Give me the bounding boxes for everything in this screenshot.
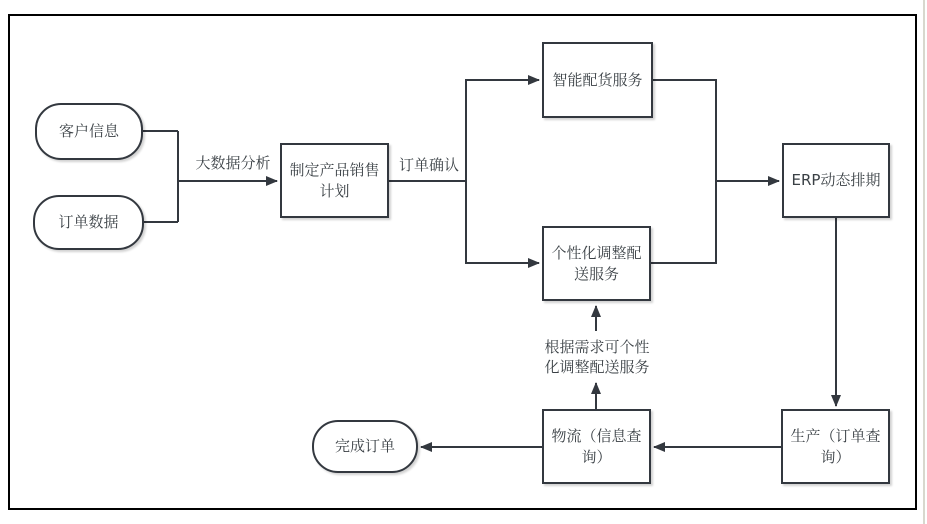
node-erp-scheduling: ERP动态排期 (782, 143, 890, 218)
node-complete-order: 完成订单 (312, 420, 418, 473)
node-order-data: 订单数据 (33, 195, 144, 250)
node-personalized-delivery: 个性化调整配送服务 (542, 226, 651, 301)
edge-label-order-confirmation: 订单确认 (398, 156, 459, 174)
node-sales-plan: 制定产品销售计划 (280, 143, 389, 218)
edge-split-personalized (466, 181, 539, 263)
edge-split-smart (466, 80, 539, 181)
node-customer-info: 客户信息 (35, 103, 143, 160)
node-logistics: 物流（信息查询） (542, 409, 651, 484)
node-smart-distribution: 智能配货服务 (542, 42, 653, 118)
edge-personalized-merge (651, 181, 716, 263)
edge-customer-join (143, 131, 178, 222)
node-production: 生产（订单查询） (781, 409, 890, 484)
edge-label-personalization-note: 根据需求可个性化调整配送服务 (540, 337, 654, 378)
edge-smart-merge (653, 80, 716, 181)
edge-label-big-data-analysis: 大数据分析 (191, 155, 275, 172)
